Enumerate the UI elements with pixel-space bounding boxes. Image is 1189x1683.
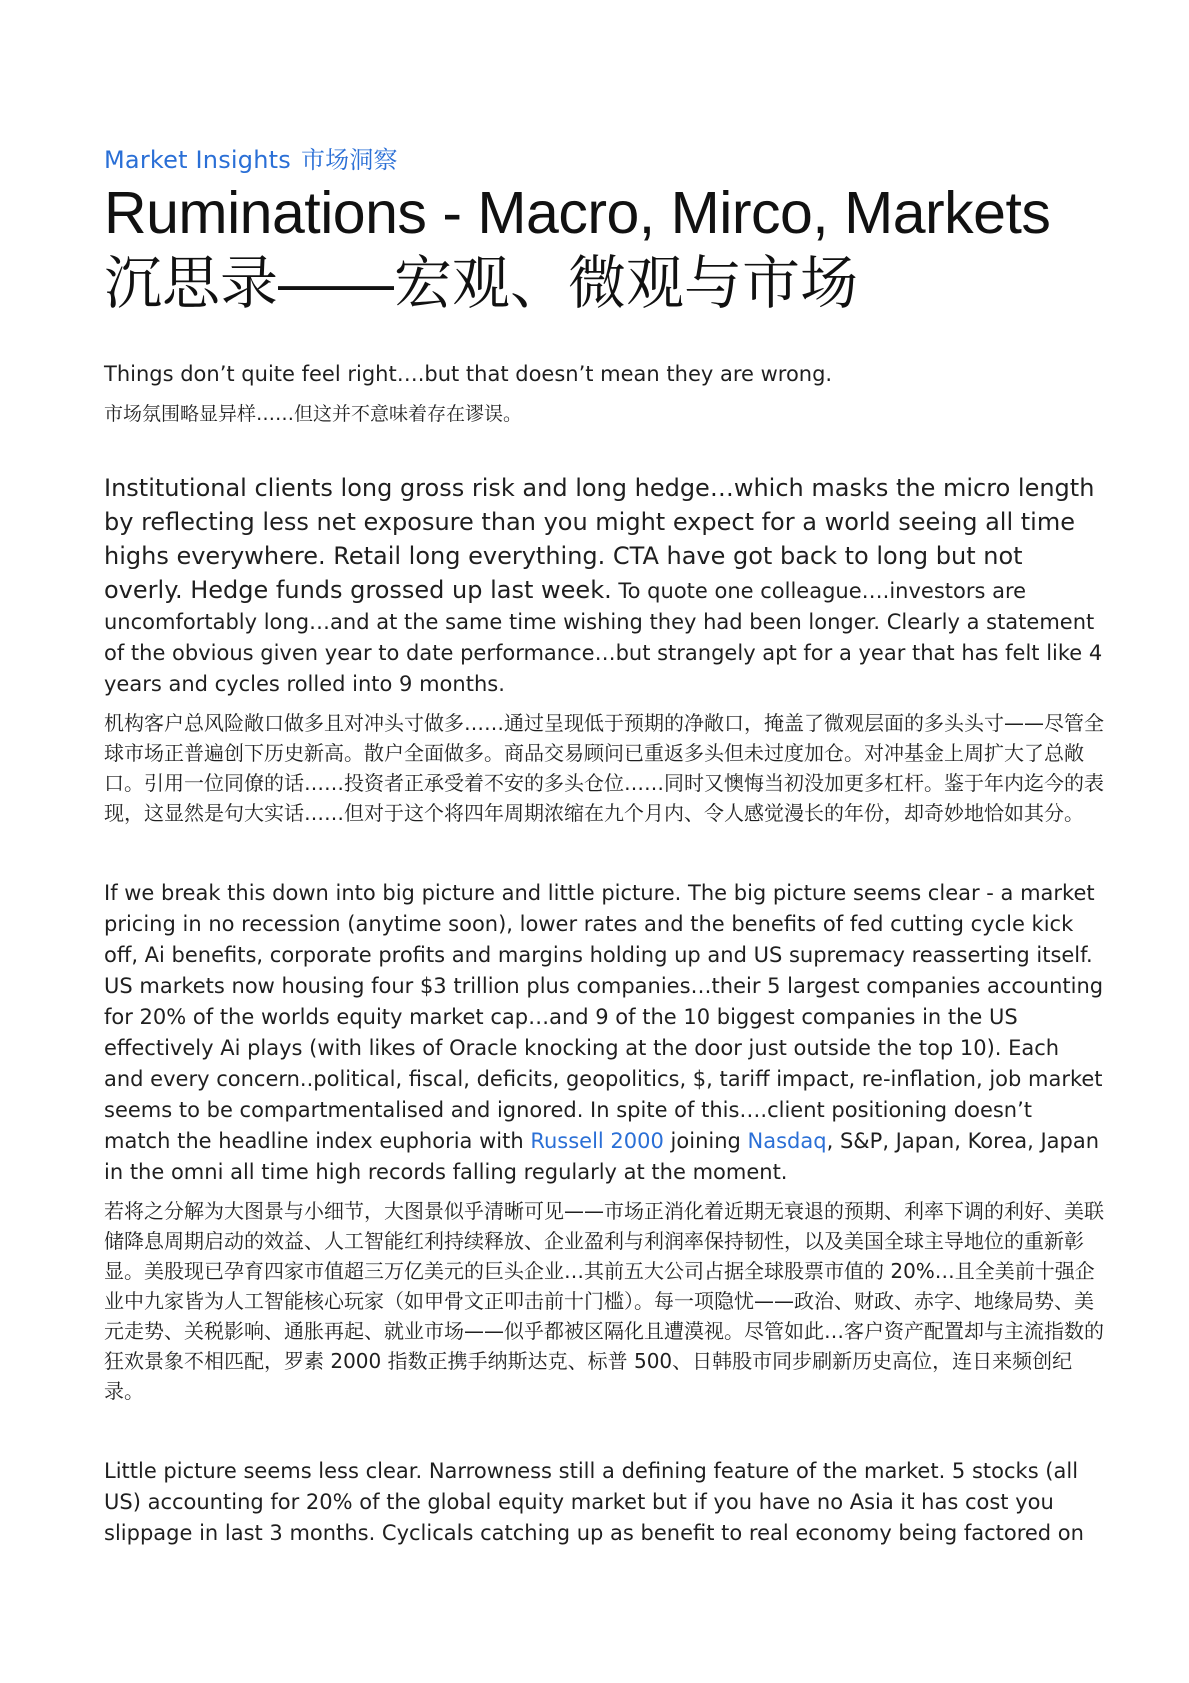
kicker-en: Market Insights (104, 146, 291, 174)
nasdaq-link[interactable]: Nasdaq (747, 1129, 827, 1153)
article (104, 140, 1104, 1549)
paragraph-2-zh: 若将之分解为大图景与小细节，大图景似乎清晰可见——市场正消化着近期无衰退的预期、利率下调的利好、美联储降息周期启动的效益、人工智能红利持续释放、企业盈利与利润率保持韧性，以及美国全球主导地位的重新彰显。美股现已孕育四家市值超三万亿美元的巨头企业…其前五大公司占据全球股票市值的 20%…且全美前十强企业中九家皆为人工智能核心玩家（如甲骨文正叩击前十门槛）。每一项隐忧——政治、财政、赤字、地缘局势、美元走势、关税影响、通胀再起、就业市场——似乎都被区隔化且遭漠视。尽管如此…客户资产配置却与主流指数的狂欢景象不相匹配，罗素 2000 指数正携手纳斯达克、标普 500、日韩股市同步刷新历史高位，连日来频创纪录。 (104, 1199, 1104, 1403)
page-title-zh: 沉思录——宏观、微观与市场 (104, 251, 859, 316)
paragraph-2-en (104, 878, 1104, 1188)
paragraph-1-en-rest: To quote one colleague….investors are uncomfortably long…and at the same time wishing they had been longer. Clearly a statement of the obvious given year to date performance…but strangely apt for a year that has felt like 4 years and cycles rolled into 9 months. (104, 579, 1103, 696)
paragraph-3-en: Little picture seems less clear. Narrowness still a defining feature of the market. 5 stocks (all US) accounting for 20% of the global equity market but if you have no Asia it has cost you slippage in last 3 months. Cyclicals catching up as benefit to real economy being factored on (104, 1459, 1084, 1545)
paragraph-1-en (104, 471, 1104, 700)
paragraph-1-en-lead: Institutional clients long gross risk and long hedge…which masks the micro length by reflecting less net exposure than you might expect for a world seeing all time highs everywhere. Retail long everything. CTA have got back to long but not overly. Hedge funds grossed up last week. (104, 474, 1095, 604)
russell-2000-link[interactable]: Russell 2000 (530, 1129, 664, 1153)
lede-en: Things don’t quite feel right….but that doesn’t mean they are wrong. (104, 362, 833, 386)
paragraph-1-zh: 机构客户总风险敞口做多且对冲头寸做多……通过呈现低于预期的净敞口，掩盖了微观层面的多头头寸——尽管全球市场正普遍创下历史新高。散户全面做多。商品交易顾问已重返多头但未过度加仓。对冲基金上周扩大了总敞口。引用一位同僚的话……投资者正承受着不安的多头仓位……同时又懊悔当初没加更多杠杆。鉴于年内迄今的表现，这显然是句大实话……但对于这个将四年周期浓缩在九个月内、令人感觉漫长的年份，却奇妙地恰如其分。 (104, 711, 1104, 825)
paragraph-2-en-part-3: , S&P, Japan, Korea, Japan in the omni all time high records falling regularly at the moment. (104, 1129, 1100, 1184)
section-kicker (104, 140, 1104, 175)
page-title-en: Ruminations - Macro, Mirco, Markets (104, 180, 1051, 246)
kicker-zh: 市场洞察 (300, 146, 398, 174)
paragraph-2-en-part-1: If we break this down into big picture and little picture. The big picture seems clear - a market pricing in no recession (anytime soon), lower rates and the benefits of fed cutting cycle kick off, Ai benefits, corporate profits and margins holding up and US supremacy reasserting itself. US markets now housing four $3 trillion plus companies…their 5 largest companies accounting for 20% of the worlds equity market cap…and 9 of the 10 biggest companies in the US effectively Ai plays (with likes of Oracle knocking at the door just outside the top 10). Each and every concern..political, fiscal, deficits, geopolitics, $, tariff impact, re-inflation, job market seems to be compartmentalised and ignored. In spite of this….client positioning doesn’t match the headline index euphoria with (104, 881, 1104, 1153)
paragraph-2-en-part-2: joining (663, 1129, 748, 1153)
lede-zh: 市场氛围略显异样……但这并不意味着存在谬误。 (104, 403, 523, 425)
